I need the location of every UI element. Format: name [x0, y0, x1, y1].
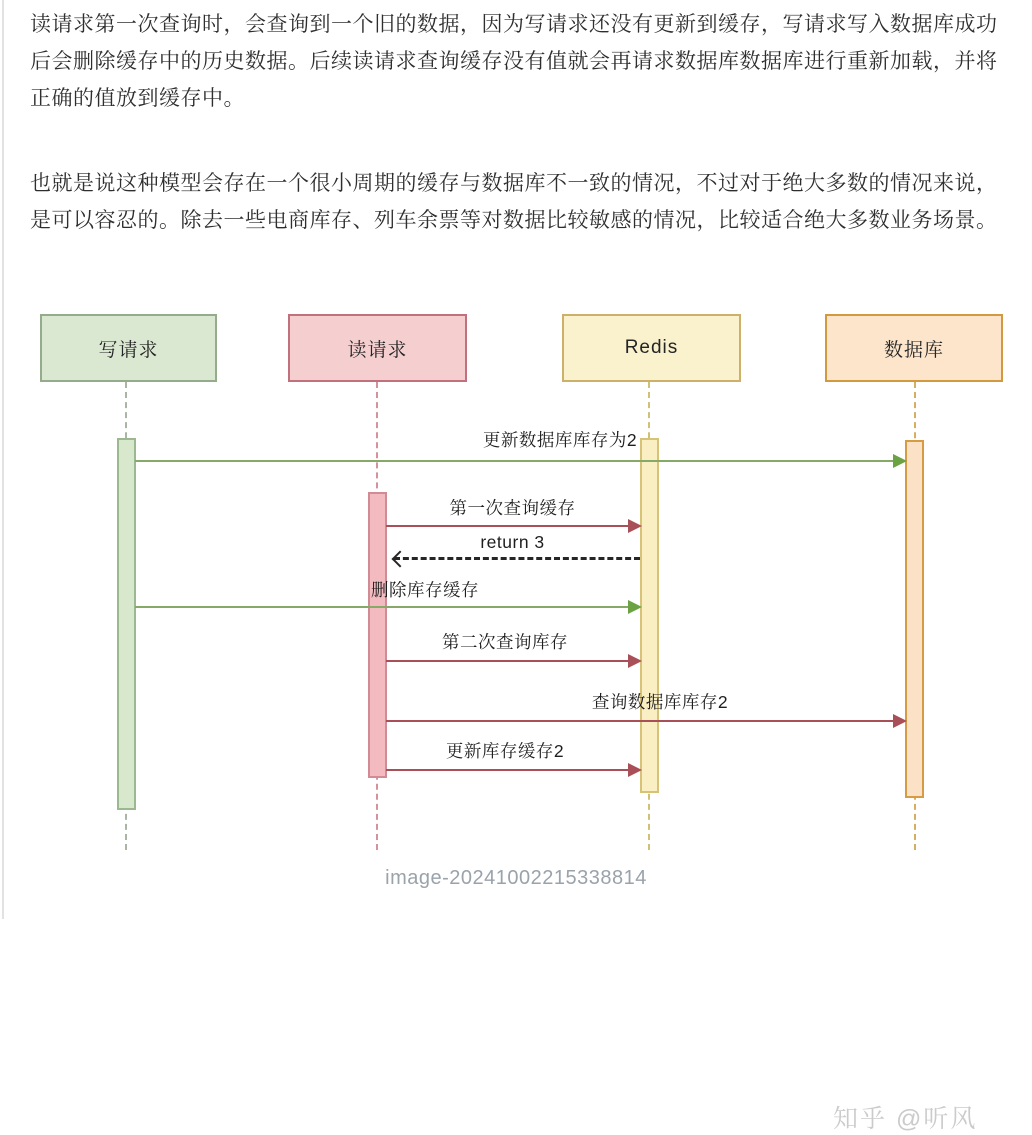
- arrowhead-icon: [628, 600, 642, 614]
- actor-label-redis: Redis: [624, 337, 679, 358]
- message-line-update-db-stock-2: [135, 460, 905, 462]
- message-label-update-db-stock-2: 更新数据库库存为2: [482, 430, 638, 450]
- activation-bar-redis: [640, 438, 659, 793]
- arrowhead-icon: [628, 763, 642, 777]
- image-caption: image-20241002215338814: [385, 867, 647, 889]
- actor-box-read-request: [288, 314, 467, 382]
- message-label-first-cache-query: 第一次查询缓存: [449, 498, 576, 518]
- message-line-return-3: [394, 557, 640, 560]
- activation-bar-database: [905, 440, 924, 798]
- message-label-query-db-stock-2: 查询数据库库存2: [591, 692, 729, 712]
- message-line-first-cache-query: [386, 525, 640, 527]
- message-label-second-stock-query: 第二次查询库存: [442, 632, 568, 652]
- message-line-second-stock-query: [386, 660, 640, 662]
- paragraph-2: 也就是说这种模型会存在一个很小周期的缓存与数据库不一致的情况，不过对于绝大多数的情况来说，是可以容忍的。除去一些电商库存、列车余票等对数据比较敏感的情况，比较适合绝大多数业务场景。: [30, 172, 998, 232]
- message-line-query-db-stock-2: [386, 720, 905, 722]
- arrowhead-icon: [893, 714, 907, 728]
- watermark: 知乎 @听风: [833, 1105, 978, 1133]
- activation-bar-write-request: [117, 438, 136, 810]
- actor-box-redis: [562, 314, 741, 382]
- arrowhead-icon: [628, 654, 642, 668]
- message-line-delete-stock-cache: [135, 606, 640, 608]
- activation-bar-read-request: [368, 492, 387, 778]
- actor-label-read-request: 读请求: [347, 339, 408, 361]
- sequence-diagram: [0, 300, 1032, 1133]
- actor-label-write-request: 写请求: [98, 339, 159, 361]
- actor-box-database: [825, 314, 1003, 382]
- message-label-return-3: return 3: [480, 532, 545, 552]
- message-line-update-stock-cache-2: [386, 769, 640, 771]
- actor-box-write-request: [40, 314, 217, 382]
- article-text: [30, 6, 1012, 239]
- message-label-update-stock-cache-2: 更新库存缓存2: [445, 741, 565, 761]
- message-label-delete-stock-cache: 删除库存缓存: [371, 580, 479, 600]
- actor-label-database: 数据库: [883, 339, 944, 361]
- arrowhead-icon: [893, 454, 907, 468]
- paragraph-1: 读请求第一次查询时，会查询到一个旧的数据，因为写请求还没有更新到缓存，写请求写入数据库成功后会删除缓存中的历史数据。后续读请求查询缓存没有值就会再请求数据库数据库进行重新加载，并将正确的值放到缓存中。: [30, 13, 998, 110]
